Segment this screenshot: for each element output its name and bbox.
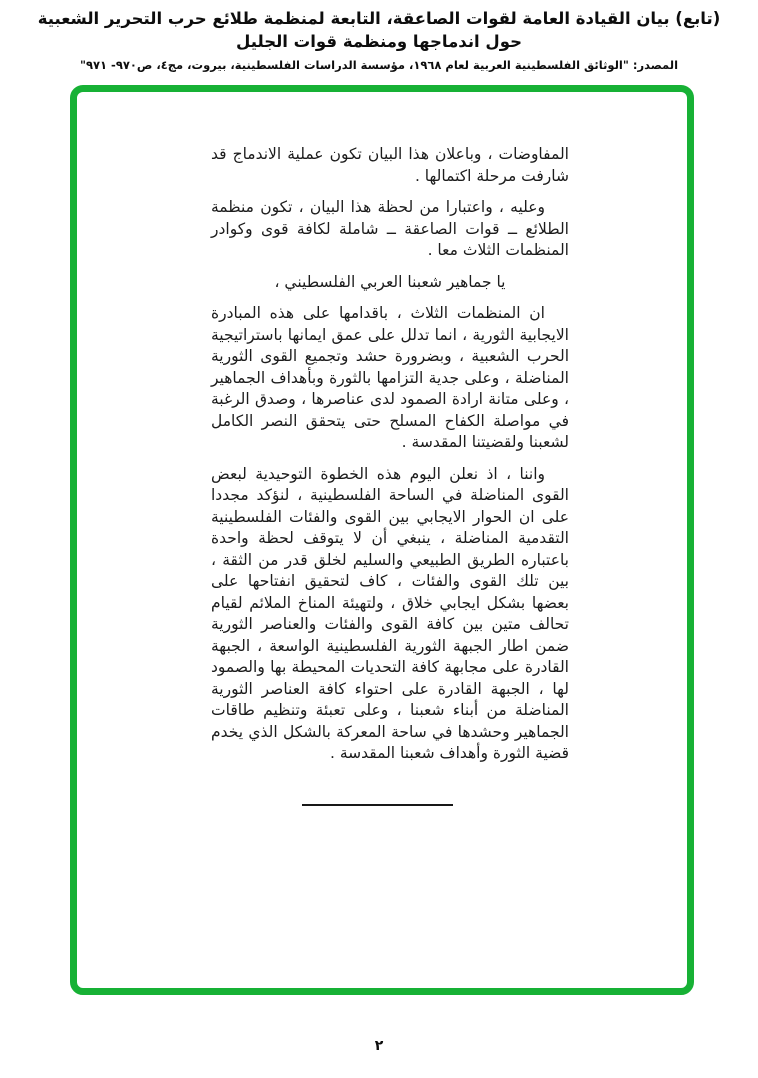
salutation-line: يا جماهير شعبنا العربي الفلسطيني ،	[274, 272, 506, 291]
section-divider	[302, 804, 453, 806]
paragraph-three-organizations: ان المنظمات الثلاث ، باقدامها على هذه المبادرة الايجابية الثورية ، انما تدلل على عمق ايمانها باستراتيجية الحرب الشعبية ، وبضرورة حشد وتجميع القوى الثورية المناضلة ، وعلى جدية التزامها بالثورة وبأهداف الجماهير ، وعلى متانة ارادة الصمود لدى عناصرها ، وصدق الرغبة في مواصلة الكفاح المسلح حتى يتحقق النصر الكامل لشعبنا ولقضيتنا المقدسة .	[211, 304, 569, 451]
document-source-line: المصدر: "الوثائق الفلسطينية العربية لعام ١٩٦٨، مؤسسة الدراسات الفلسطينية، بيروت، مج٤، ص٩٧٠- ٩٧١"	[79, 58, 679, 72]
document-header	[0, 7, 758, 73]
paragraph-merger-declaration: وعليه ، واعتبارا من لحظة هذا البيان ، تكون منظمة الطلائع ــ قوات الصاعقة ــ شاملة لكافة قوى وكوادر المنظمات الثلاث معا .	[211, 198, 569, 259]
document-title: (تابع) بيان القيادة العامة لقوات الصاعقة، التابعة لمنظمة طلائع حرب التحرير الشعبية حول اندماجها ومنظمة قوات الجليل	[37, 9, 721, 51]
paragraph-negotiations: المفاوضات ، وباعلان هذا البيان تكون عملية الاندماج قد شارفت مرحلة اكتمالها .	[211, 145, 569, 185]
paragraph-unity-step: واننا ، اذ نعلن اليوم هذه الخطوة التوحيدية لبعض القوى المناضلة في الساحة الفلسطينية ، لنؤكد مجددا على ان الحوار الايجابي بين القوى والفئات الفلسطينية التقدمية المناضلة ، ينبغي أن لا يتوقف لحظة واحدة باعتباره الطريق الطبيعي والسليم لخلق قدر من الثقة ، بين تلك القوى والفئات ، كاف لتحقيق انفتاحها على بعضها بشكل ايجابي خلاق ، ولتهيئة المناخ الملائم لقيام تحالف متين بين كافة القوى والفئات والعناصر الثورية ضمن اطار الجبهة الثورية الفلسطينية الواسعة ، الجبهة القادرة على مجابهة كافة التحديات المحيطة بها والصمود لها ، الجبهة القادرة على احتواء كافة العناصر الثورية المناضلة من أبناء شعبنا ، وعلى تعبئة وتنظيم طاقات الجماهير وحشدها في ساحة المعركة بالشكل الذي يخدم قضية الثورة وأهداف شعبنا المقدسة .	[211, 464, 569, 762]
page-number: ٢	[374, 1038, 384, 1054]
document-body	[211, 144, 569, 775]
